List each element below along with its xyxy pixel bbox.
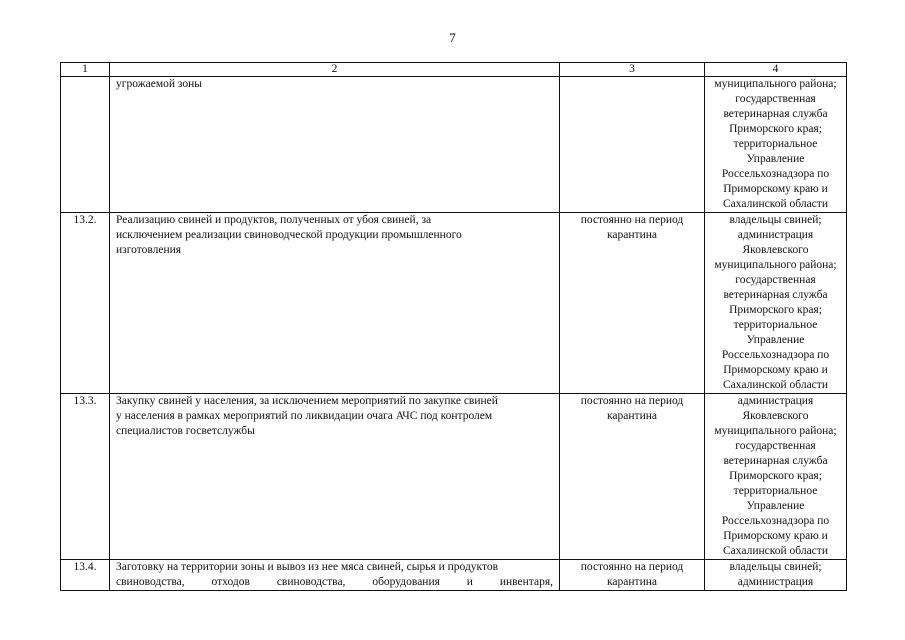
measure-cell: [110, 560, 560, 591]
term-line: постоянно на период: [580, 395, 684, 407]
responsible-line: государственная: [735, 440, 816, 452]
term-cell: [560, 560, 705, 591]
responsible-cell: [705, 77, 847, 213]
responsible-line: администрация: [737, 229, 814, 241]
responsible-line: Приморского края;: [729, 123, 822, 135]
measure-line: Закупку свиней у населения, за исключением мероприятий по закупке свиней: [116, 395, 498, 407]
measures-table: [60, 62, 847, 591]
responsible-line: Приморскому краю и: [723, 364, 828, 376]
responsible-line: Яковлевского: [742, 244, 809, 256]
responsible-line: Управление: [746, 334, 805, 346]
responsible-line: Россельхознадзора по: [721, 515, 830, 527]
measure-cell: [110, 77, 560, 213]
responsible-line: ветеринарная служба: [723, 108, 828, 120]
responsible-line: Приморского края;: [729, 470, 822, 482]
responsible-line: ветеринарная служба: [723, 289, 828, 301]
column-header-2: 2: [110, 63, 560, 77]
measure-line: свиноводства, отходов свиноводства, оборудования и инвентаря,: [116, 576, 553, 588]
table-row: [61, 213, 847, 394]
responsible-line: территориальное: [733, 138, 818, 150]
measure-line: изготовления: [116, 244, 182, 256]
responsible-line: Управление: [746, 153, 805, 165]
measure-cell: [110, 213, 560, 394]
table-row: [61, 560, 847, 591]
measure-line: специалистов госветслужбы: [116, 425, 255, 437]
measure-cell: [110, 394, 560, 560]
measure-line: Заготовку на территории зоны и вывоз из нее мяса свиней, сырья и продуктов: [116, 561, 499, 573]
term-line: карантина: [607, 576, 657, 588]
measure-line: угрожаемой зоны: [116, 78, 202, 90]
row-number: 13.3.: [61, 394, 110, 560]
table-row: [61, 394, 847, 560]
responsible-line: ветеринарная служба: [723, 455, 828, 467]
responsible-line: Яковлевского: [742, 410, 809, 422]
responsible-line: Приморскому краю и: [723, 183, 828, 195]
responsible-cell: [705, 560, 847, 591]
table-row: [61, 77, 847, 213]
responsible-line: Сахалинской области: [723, 545, 828, 557]
row-number: 13.2.: [61, 213, 110, 394]
responsible-cell: [705, 394, 847, 560]
term-line: карантина: [607, 410, 657, 422]
row-number: [61, 77, 110, 213]
responsible-line: Россельхознадзора по: [721, 349, 830, 361]
measure-line: исключением реализации свиноводческой продукции промышленного: [116, 229, 462, 241]
responsible-line: территориальное: [733, 319, 818, 331]
column-header-4: 4: [705, 63, 847, 77]
responsible-line: администрация: [737, 395, 814, 407]
responsible-line: государственная: [735, 93, 816, 105]
responsible-line: муниципального района;: [714, 78, 837, 90]
responsible-line: владельцы свиней;: [729, 214, 822, 226]
responsible-line: Сахалинской области: [723, 379, 828, 391]
column-header-1: 1: [61, 63, 110, 77]
table-header-row: [61, 63, 847, 77]
responsible-line: администрация: [737, 576, 814, 588]
term-line: постоянно на период: [580, 561, 684, 573]
term-cell: [560, 77, 705, 213]
measure-line: у населения в рамках мероприятий по ликвидации очага АЧС под контролем: [116, 410, 493, 422]
responsible-line: муниципального района;: [714, 425, 837, 437]
term-cell: [560, 394, 705, 560]
column-header-3: 3: [560, 63, 705, 77]
row-number: 13.4.: [61, 560, 110, 591]
responsible-line: Приморскому краю и: [723, 530, 828, 542]
responsible-line: Управление: [746, 500, 805, 512]
term-line: постоянно на период: [580, 214, 684, 226]
responsible-line: владельцы свиней;: [729, 561, 822, 573]
term-cell: [560, 213, 705, 394]
responsible-line: Сахалинской области: [723, 198, 828, 210]
responsible-line: Приморского края;: [729, 304, 822, 316]
responsible-line: Россельхознадзора по: [721, 168, 830, 180]
responsible-line: территориальное: [733, 485, 818, 497]
responsible-cell: [705, 213, 847, 394]
responsible-line: государственная: [735, 274, 816, 286]
responsible-line: муниципального района;: [714, 259, 837, 271]
page-number: 7: [449, 30, 456, 45]
measure-line: Реализацию свиней и продуктов, полученных от убоя свиней, за: [116, 214, 432, 226]
term-line: карантина: [607, 229, 657, 241]
